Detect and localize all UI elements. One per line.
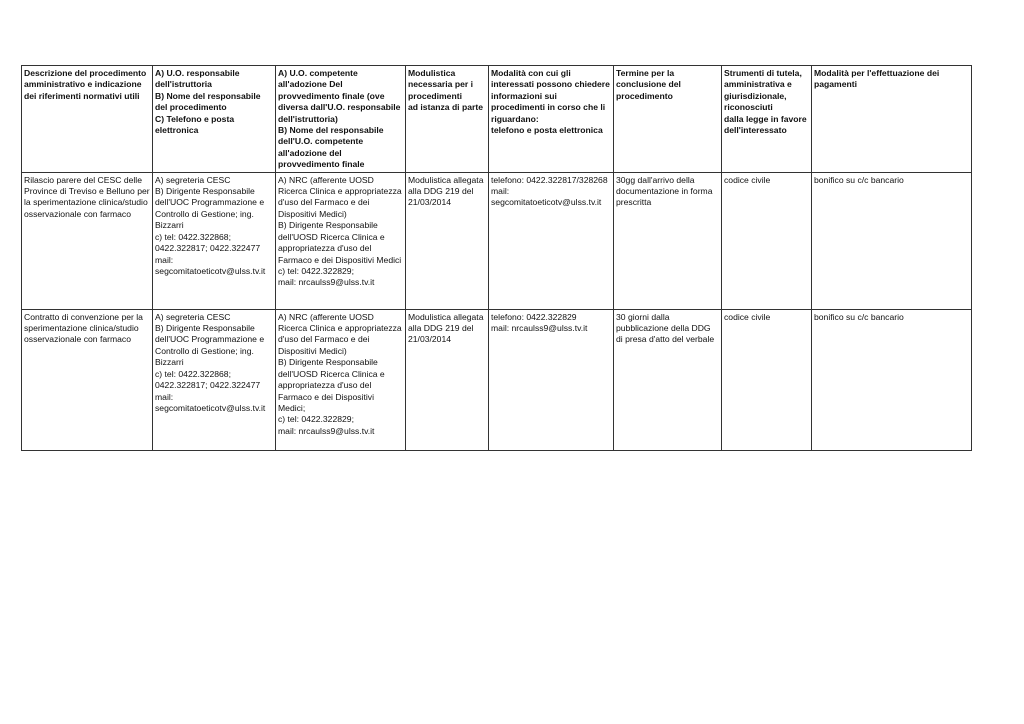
cell-line: A) NRC (afferente UOSD Ricerca Clinica e appropriatezza d'uso del Farmaco e dei Dispositivi Medici) [278,174,405,219]
header-line: Modalità con cui gli interessati possono chiedere informazioni sui procedimenti in corso che li riguardano: [491,68,613,124]
header-line: Descrizione del procedimento amministrativo e indicazione dei riferimenti normativi utili [24,68,149,101]
cell-line: c) tel: 0422.322868; 0422.322817; 0422.322477 [155,231,261,254]
cell-description [22,172,153,309]
header-row [22,66,972,173]
cell-info-methods [489,172,614,309]
cell-line: codice civile [724,311,771,322]
cell-line: 30 giorni dalla pubblicazione della DDG di presa d'atto del verbale [616,311,715,345]
cell-line: Modulistica allegata alla DDG 219 del 21/03/2014 [408,174,486,208]
cell-competent-unit [276,309,406,450]
cell-line: mail: segcomitatoeticotv@ulss.tv.it [155,391,266,413]
header-protection-tools [722,66,812,173]
cell-line: B) Dirigente Responsabile dell'UOC Programmazione e Controllo di Gestione; ing. Bizzarri [155,323,267,368]
header-line: A) U.O. competente all'adozione Del provvedimento finale (ove diversa dall'U.O. responsabile dell'istruttoria) [278,68,403,124]
cell-line: c) tel: 0422.322868; 0422.322817; 0422.322477 [155,368,261,391]
cell-line: mail: segcomitatoeticotv@ulss.tv.it [155,254,266,276]
procedures-table [21,65,972,451]
header-line: ad istanza di parte [408,102,483,113]
cell-line: bonifico su c/c bancario [814,174,904,185]
cell-line: 30gg dall'arrivo della documentazione in forma prescritta [616,174,715,208]
header-responsible-unit [153,66,276,173]
cell-line: B) Dirigente Responsabile dell'UOSD Ricerca Clinica e appropriatezza d'uso del Farmaco e dei Dispositivi Medici; [278,357,388,413]
cell-line: mail: nrcaulss9@ulss.tv.it [278,425,375,436]
header-line: telefono e posta elettronica [491,125,603,136]
cell-description [22,309,153,450]
cell-line: c) tel: 0422.322829; [278,414,354,425]
cell-deadline [614,172,722,309]
table-row [22,172,972,309]
cell-responsible-unit [153,172,276,309]
header-description [22,66,153,173]
cell-line: A) segreteria CESC [155,174,231,185]
cell-line: telefono: 0422.322817/328268 [491,174,608,185]
cell-line: B) Dirigente Responsabile dell'UOC Programmazione e Controllo di Gestione; ing. Bizzarri [155,186,267,231]
cell-line: mail: segcomitatoeticotv@ulss.tv.it [491,186,602,208]
cell-line: Contratto di convenzione per la sperimentazione clinica/studio osservazionale con farmaco [24,311,146,345]
header-info-methods [489,66,614,173]
header-line: Termine per la conclusione del procedimento [616,68,684,101]
header-line: Modulistica necessaria per i procedimenti [408,68,476,101]
header-payment-methods [812,66,972,173]
cell-line: A) segreteria CESC [155,311,231,322]
cell-line: c) tel: 0422.322829; [278,265,354,276]
cell-protection-tools [722,309,812,450]
header-deadline [614,66,722,173]
cell-line: B) Dirigente Responsabile dell'UOSD Ricerca Clinica e appropriatezza d'uso del Farmaco e dei Dispositivi Medici [278,220,402,265]
cell-competent-unit [276,172,406,309]
cell-line: telefono: 0422.322829 [491,311,577,322]
header-line: Strumenti di tutela, amministrativa e giurisdizionale, riconosciuti [724,68,805,113]
cell-payment-methods [812,309,972,450]
header-forms [406,66,489,173]
header-line: Modalità per l'effettuazione dei pagamenti [814,68,942,90]
cell-info-methods [489,309,614,450]
header-line: C) Telefono e posta elettronica [155,113,237,136]
cell-line: bonifico su c/c bancario [814,311,904,322]
header-competent-unit [276,66,406,173]
cell-line: Rilascio parere del CESC delle Province di Treviso e Belluno per la sperimentazione clinica/studio osservazionale con farmaco [24,174,153,219]
table-row [22,309,972,450]
cell-line: mail: nrcaulss9@ulss.tv.it [491,323,588,334]
header-line: B) Nome del responsabile dell'U.O. competente all'adozione del provvedimento finale [278,125,386,170]
cell-line: codice civile [724,174,771,185]
header-line: A) U.O. responsabile dell'istruttoria [155,68,242,90]
header-line: B) Nome del responsabile del procedimento [155,90,263,113]
header-line: dalla legge in favore dell'interessato [724,113,810,136]
cell-deadline [614,309,722,450]
cell-line: Modulistica allegata alla DDG 219 del 21/03/2014 [408,311,486,345]
cell-forms [406,172,489,309]
cell-line: A) NRC (afferente UOSD Ricerca Clinica e appropriatezza d'uso del Farmaco e dei Dispositivi Medici) [278,311,405,356]
cell-payment-methods [812,172,972,309]
cell-protection-tools [722,172,812,309]
cell-line: mail: nrcaulss9@ulss.tv.it [278,277,375,288]
cell-responsible-unit [153,309,276,450]
cell-forms [406,309,489,450]
